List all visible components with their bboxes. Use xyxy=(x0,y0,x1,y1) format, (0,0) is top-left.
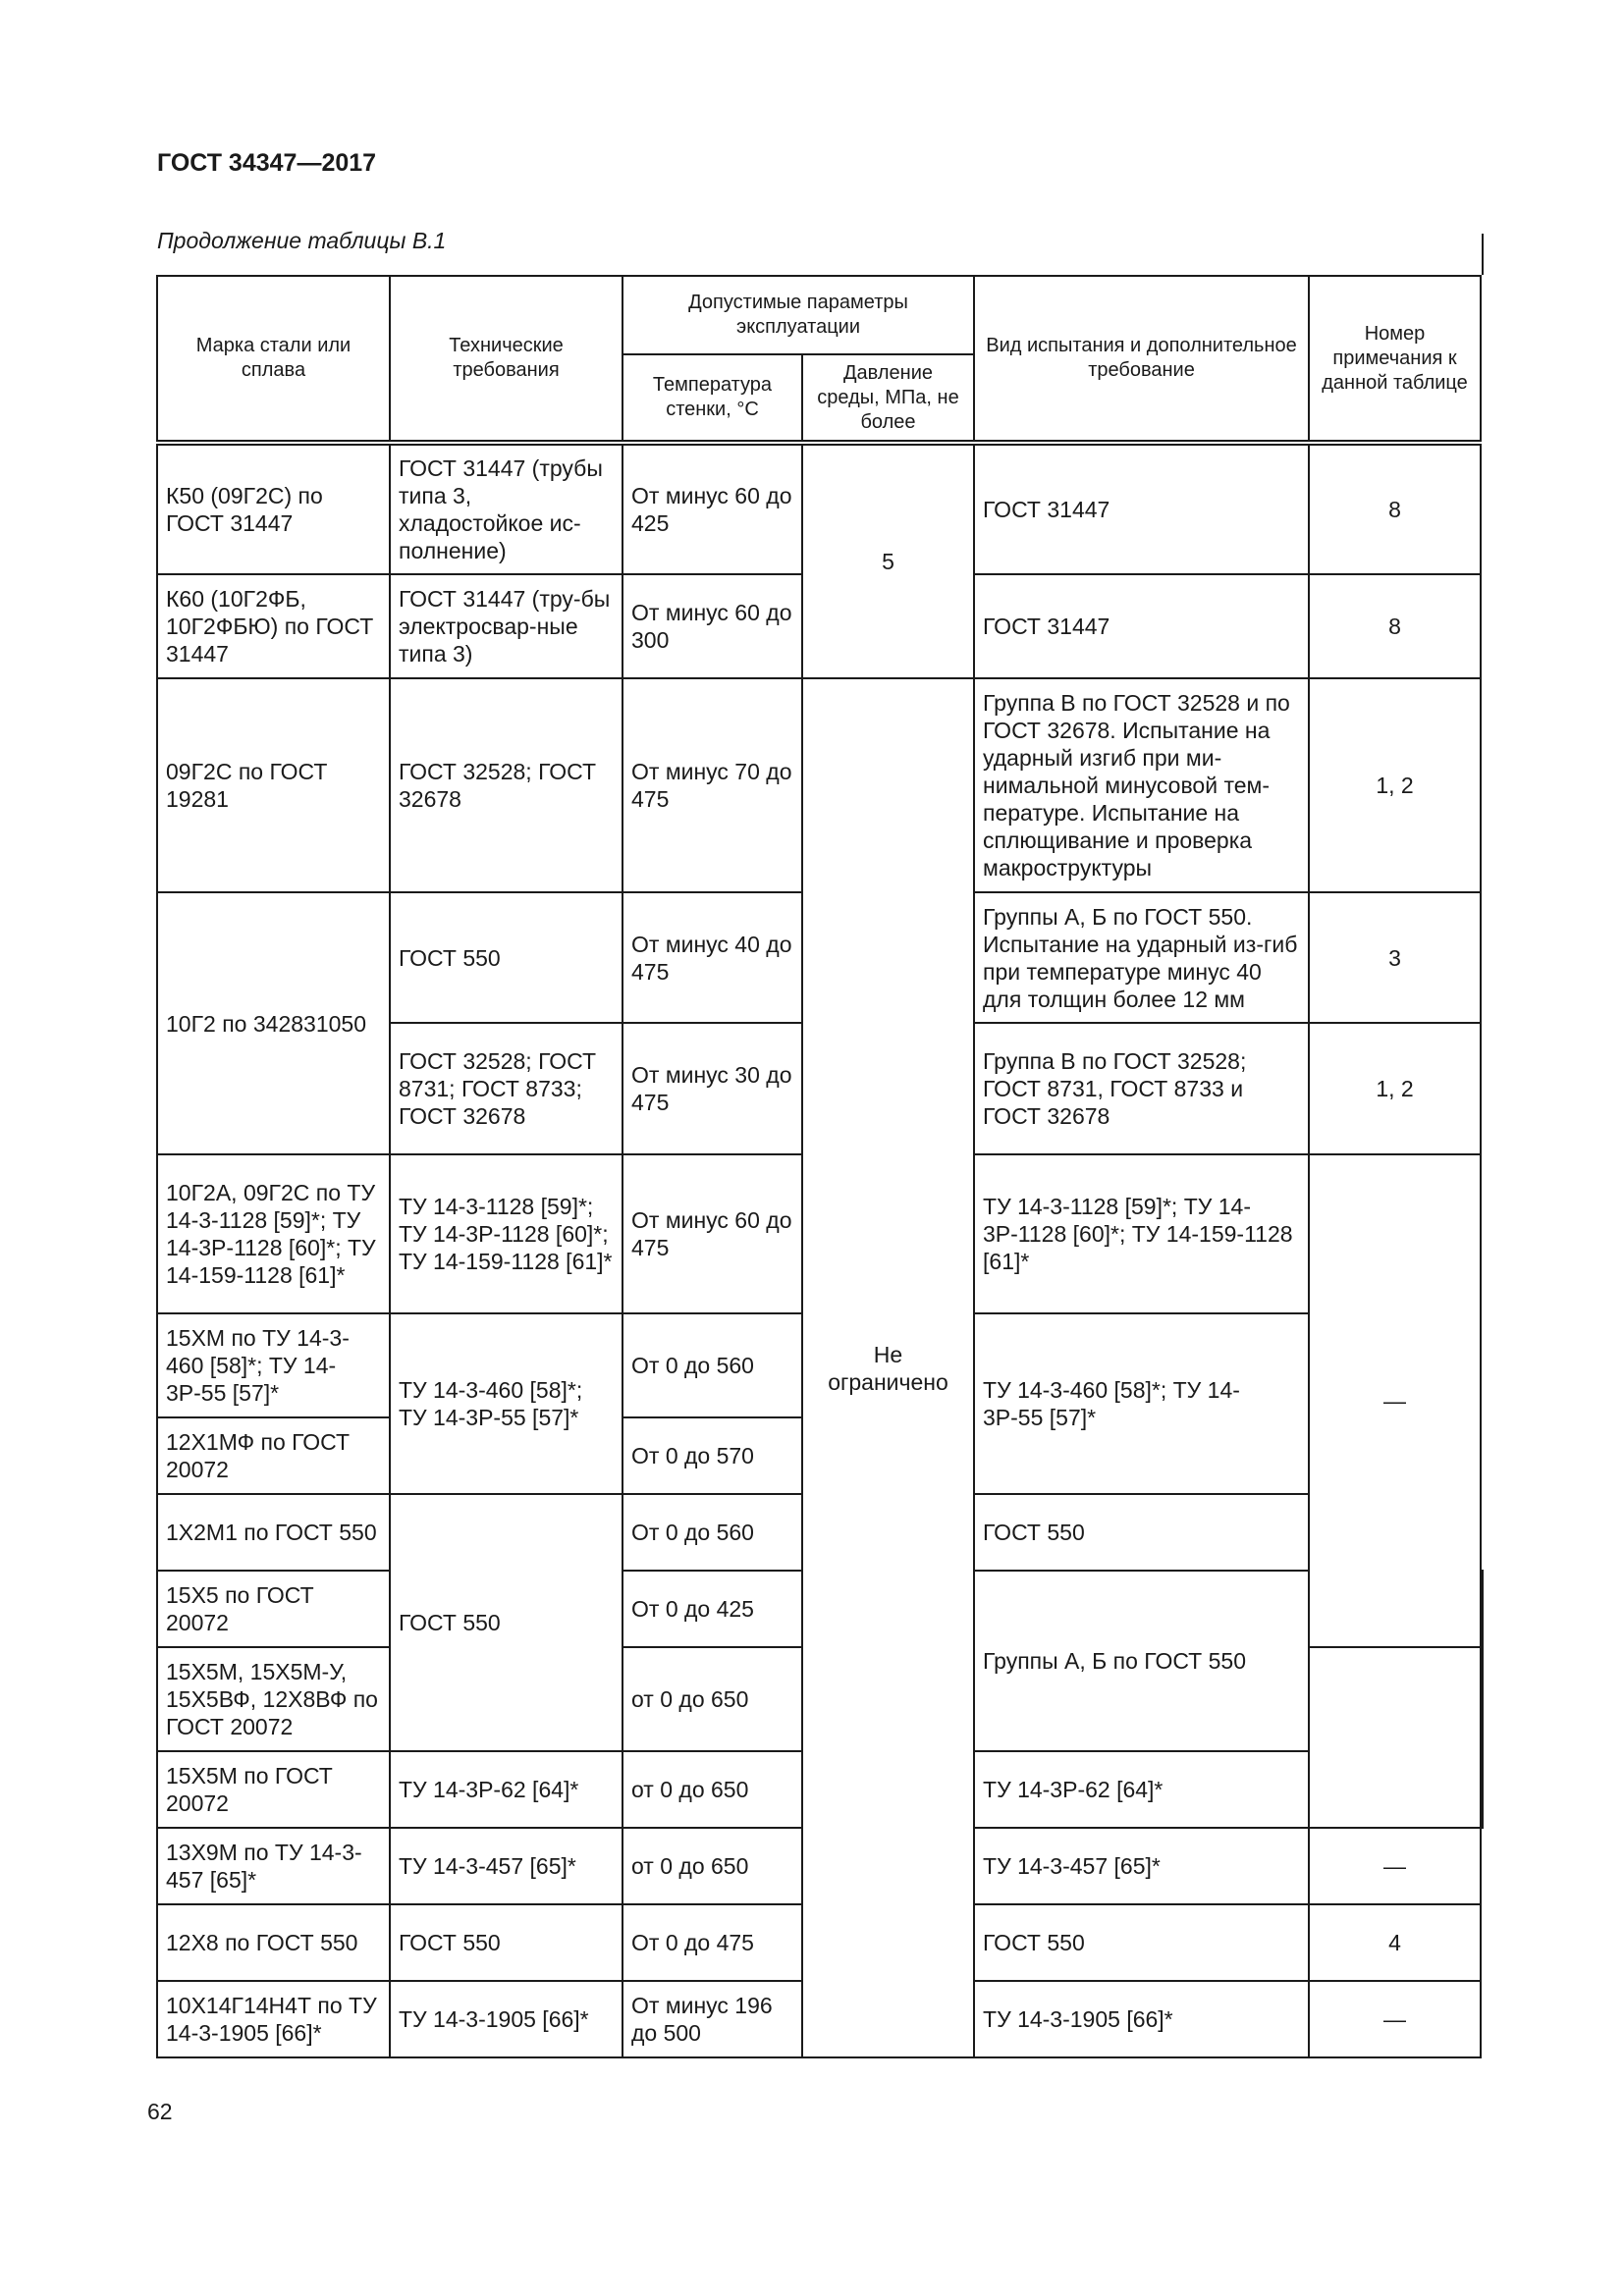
header-grade: Марка стали или сплава xyxy=(157,276,390,443)
cell-temp: От 0 до 425 xyxy=(623,1571,802,1647)
cell-test: ТУ 14-3-460 [58]*; ТУ 14-3Р-55 [57]* xyxy=(974,1313,1309,1494)
cell-temp: От минус 30 до 475 xyxy=(623,1023,802,1154)
cell-grade: 15ХМ по ТУ 14-3-460 [58]*; ТУ 14-3Р-55 [57]* xyxy=(157,1313,390,1417)
cell-temp: От минус 60 до 425 xyxy=(623,443,802,574)
cell-tech: ТУ 14-3-457 [65]* xyxy=(390,1828,623,1904)
cell-temp: от 0 до 650 xyxy=(623,1647,802,1751)
cell-test: Группы А, Б по ГОСТ 550 xyxy=(974,1571,1309,1751)
header-temp: Температура стенки, °С xyxy=(623,354,802,443)
header-note: Номер примечания к данной таблице xyxy=(1309,276,1481,443)
cell-note: 8 xyxy=(1309,574,1481,678)
cell-grade: 1Х2М1 по ГОСТ 550 xyxy=(157,1494,390,1571)
cell-tech: ТУ 14-3-1128 [59]*; ТУ 14-3Р-1128 [60]*; ТУ 14-159-1128 [61]* xyxy=(390,1154,623,1313)
cell-test: ГОСТ 31447 xyxy=(974,443,1309,574)
cell-pressure: Не ограничено xyxy=(802,678,974,2057)
cell-test: Группы А, Б по ГОСТ 550. Испытание на ударный из-гиб при температуре минус 40 для толщин более 12 мм xyxy=(974,892,1309,1023)
table-row xyxy=(157,678,1483,892)
margin-rule xyxy=(1482,234,1484,275)
cell-note: 8 xyxy=(1309,443,1481,574)
cell-temp: От 0 до 560 xyxy=(623,1313,802,1417)
cell-note: 4 xyxy=(1309,1904,1481,1981)
header-params: Допустимые параметры эксплуатации xyxy=(623,276,974,354)
table-row xyxy=(157,443,1483,574)
cell-temp: От минус 60 до 475 xyxy=(623,1154,802,1313)
cell-tech: ТУ 14-3Р-62 [64]* xyxy=(390,1751,623,1828)
cell-temp: От 0 до 570 xyxy=(623,1417,802,1494)
cell-grade: 15Х5М, 15Х5М-У, 15Х5ВФ, 12Х8ВФ по ГОСТ 20072 xyxy=(157,1647,390,1751)
cell-temp: От 0 до 475 xyxy=(623,1904,802,1981)
cell-test: ТУ 14-3-1128 [59]*; ТУ 14-3Р-1128 [60]*; ТУ 14-159-1128 [61]* xyxy=(974,1154,1309,1313)
cell-tech: ТУ 14-3-1905 [66]* xyxy=(390,1981,623,2057)
cell-grade: 15Х5М по ГОСТ 20072 xyxy=(157,1751,390,1828)
cell-test: ГОСТ 31447 xyxy=(974,574,1309,678)
cell-note: — xyxy=(1309,1828,1481,1904)
cell-temp: от 0 до 650 xyxy=(623,1751,802,1828)
cell-pressure: 5 xyxy=(802,443,974,678)
cell-note xyxy=(1481,1571,1483,1828)
cell-temp: От минус 60 до 300 xyxy=(623,574,802,678)
cell-grade: 10Г2А, 09Г2С по ТУ 14-3-1128 [59]*; ТУ 14-3Р-1128 [60]*; ТУ 14-159-1128 [61]* xyxy=(157,1154,390,1313)
cell-tech: ГОСТ 550 xyxy=(390,892,623,1023)
cell-tech: ГОСТ 31447 (трубы типа 3, хладостойкое ис-полнение) xyxy=(390,443,623,574)
header-test: Вид испытания и дополнительное требование xyxy=(974,276,1309,443)
cell-note: 3 xyxy=(1309,892,1481,1023)
cell-tech: ГОСТ 32528; ГОСТ 8731; ГОСТ 8733; ГОСТ 32678 xyxy=(390,1023,623,1154)
cell-grade: 12Х8 по ГОСТ 550 xyxy=(157,1904,390,1981)
cell-tech: ГОСТ 550 xyxy=(390,1904,623,1981)
steel-grades-table xyxy=(156,275,1484,2058)
cell-grade: 15Х5 по ГОСТ 20072 xyxy=(157,1571,390,1647)
header-tech: Технические требования xyxy=(390,276,623,443)
cell-tech: ГОСТ 31447 (тру-бы электросвар-ные типа 3) xyxy=(390,574,623,678)
cell-note: 1, 2 xyxy=(1309,1023,1481,1154)
cell-test: Группа В по ГОСТ 32528 и по ГОСТ 32678. Испытание на ударный изгиб при ми-нимальной минусовой тем-пературе. Испытание на сплющивание и проверка макроструктуры xyxy=(974,678,1309,892)
header-pressure: Давление среды, МПа, не более xyxy=(802,354,974,443)
cell-temp: От минус 196 до 500 xyxy=(623,1981,802,2057)
cell-grade: 09Г2С по ГОСТ 19281 xyxy=(157,678,390,892)
cell-grade: 10Г2 по 342831050 xyxy=(157,892,390,1154)
cell-note: — xyxy=(1309,1981,1481,2057)
cell-temp: От 0 до 560 xyxy=(623,1494,802,1571)
cell-test: ГОСТ 550 xyxy=(974,1904,1309,1981)
cell-note: 1, 2 xyxy=(1309,678,1481,892)
cell-tech: ГОСТ 550 xyxy=(390,1494,623,1751)
cell-temp: От минус 40 до 475 xyxy=(623,892,802,1023)
cell-tech: ГОСТ 32528; ГОСТ 32678 xyxy=(390,678,623,892)
page-number: 62 xyxy=(147,2099,173,2124)
cell-temp: От минус 70 до 475 xyxy=(623,678,802,892)
cell-temp: от 0 до 650 xyxy=(623,1828,802,1904)
document-title: ГОСТ 34347—2017 xyxy=(157,149,377,177)
cell-grade: 10Х14Г14Н4Т по ТУ 14-3-1905 [66]* xyxy=(157,1981,390,2057)
cell-grade: 12Х1МФ по ГОСТ 20072 xyxy=(157,1417,390,1494)
cell-test: Группа В по ГОСТ 32528; ГОСТ 8731, ГОСТ 8733 и ГОСТ 32678 xyxy=(974,1023,1309,1154)
cell-tech: ТУ 14-3-460 [58]*; ТУ 14-3Р-55 [57]* xyxy=(390,1313,623,1494)
cell-grade: 13Х9М по ТУ 14-3-457 [65]* xyxy=(157,1828,390,1904)
cell-test: ТУ 14-3-1905 [66]* xyxy=(974,1981,1309,2057)
cell-grade: К50 (09Г2С) по ГОСТ 31447 xyxy=(157,443,390,574)
cell-test: ТУ 14-3Р-62 [64]* xyxy=(974,1751,1309,1828)
cell-test: ГОСТ 550 xyxy=(974,1494,1309,1571)
cell-note: — xyxy=(1309,1154,1481,1647)
table-caption: Продолжение таблицы В.1 xyxy=(157,228,447,253)
cell-test: ТУ 14-3-457 [65]* xyxy=(974,1828,1309,1904)
cell-grade: К60 (10Г2ФБ, 10Г2ФБЮ) по ГОСТ 31447 xyxy=(157,574,390,678)
